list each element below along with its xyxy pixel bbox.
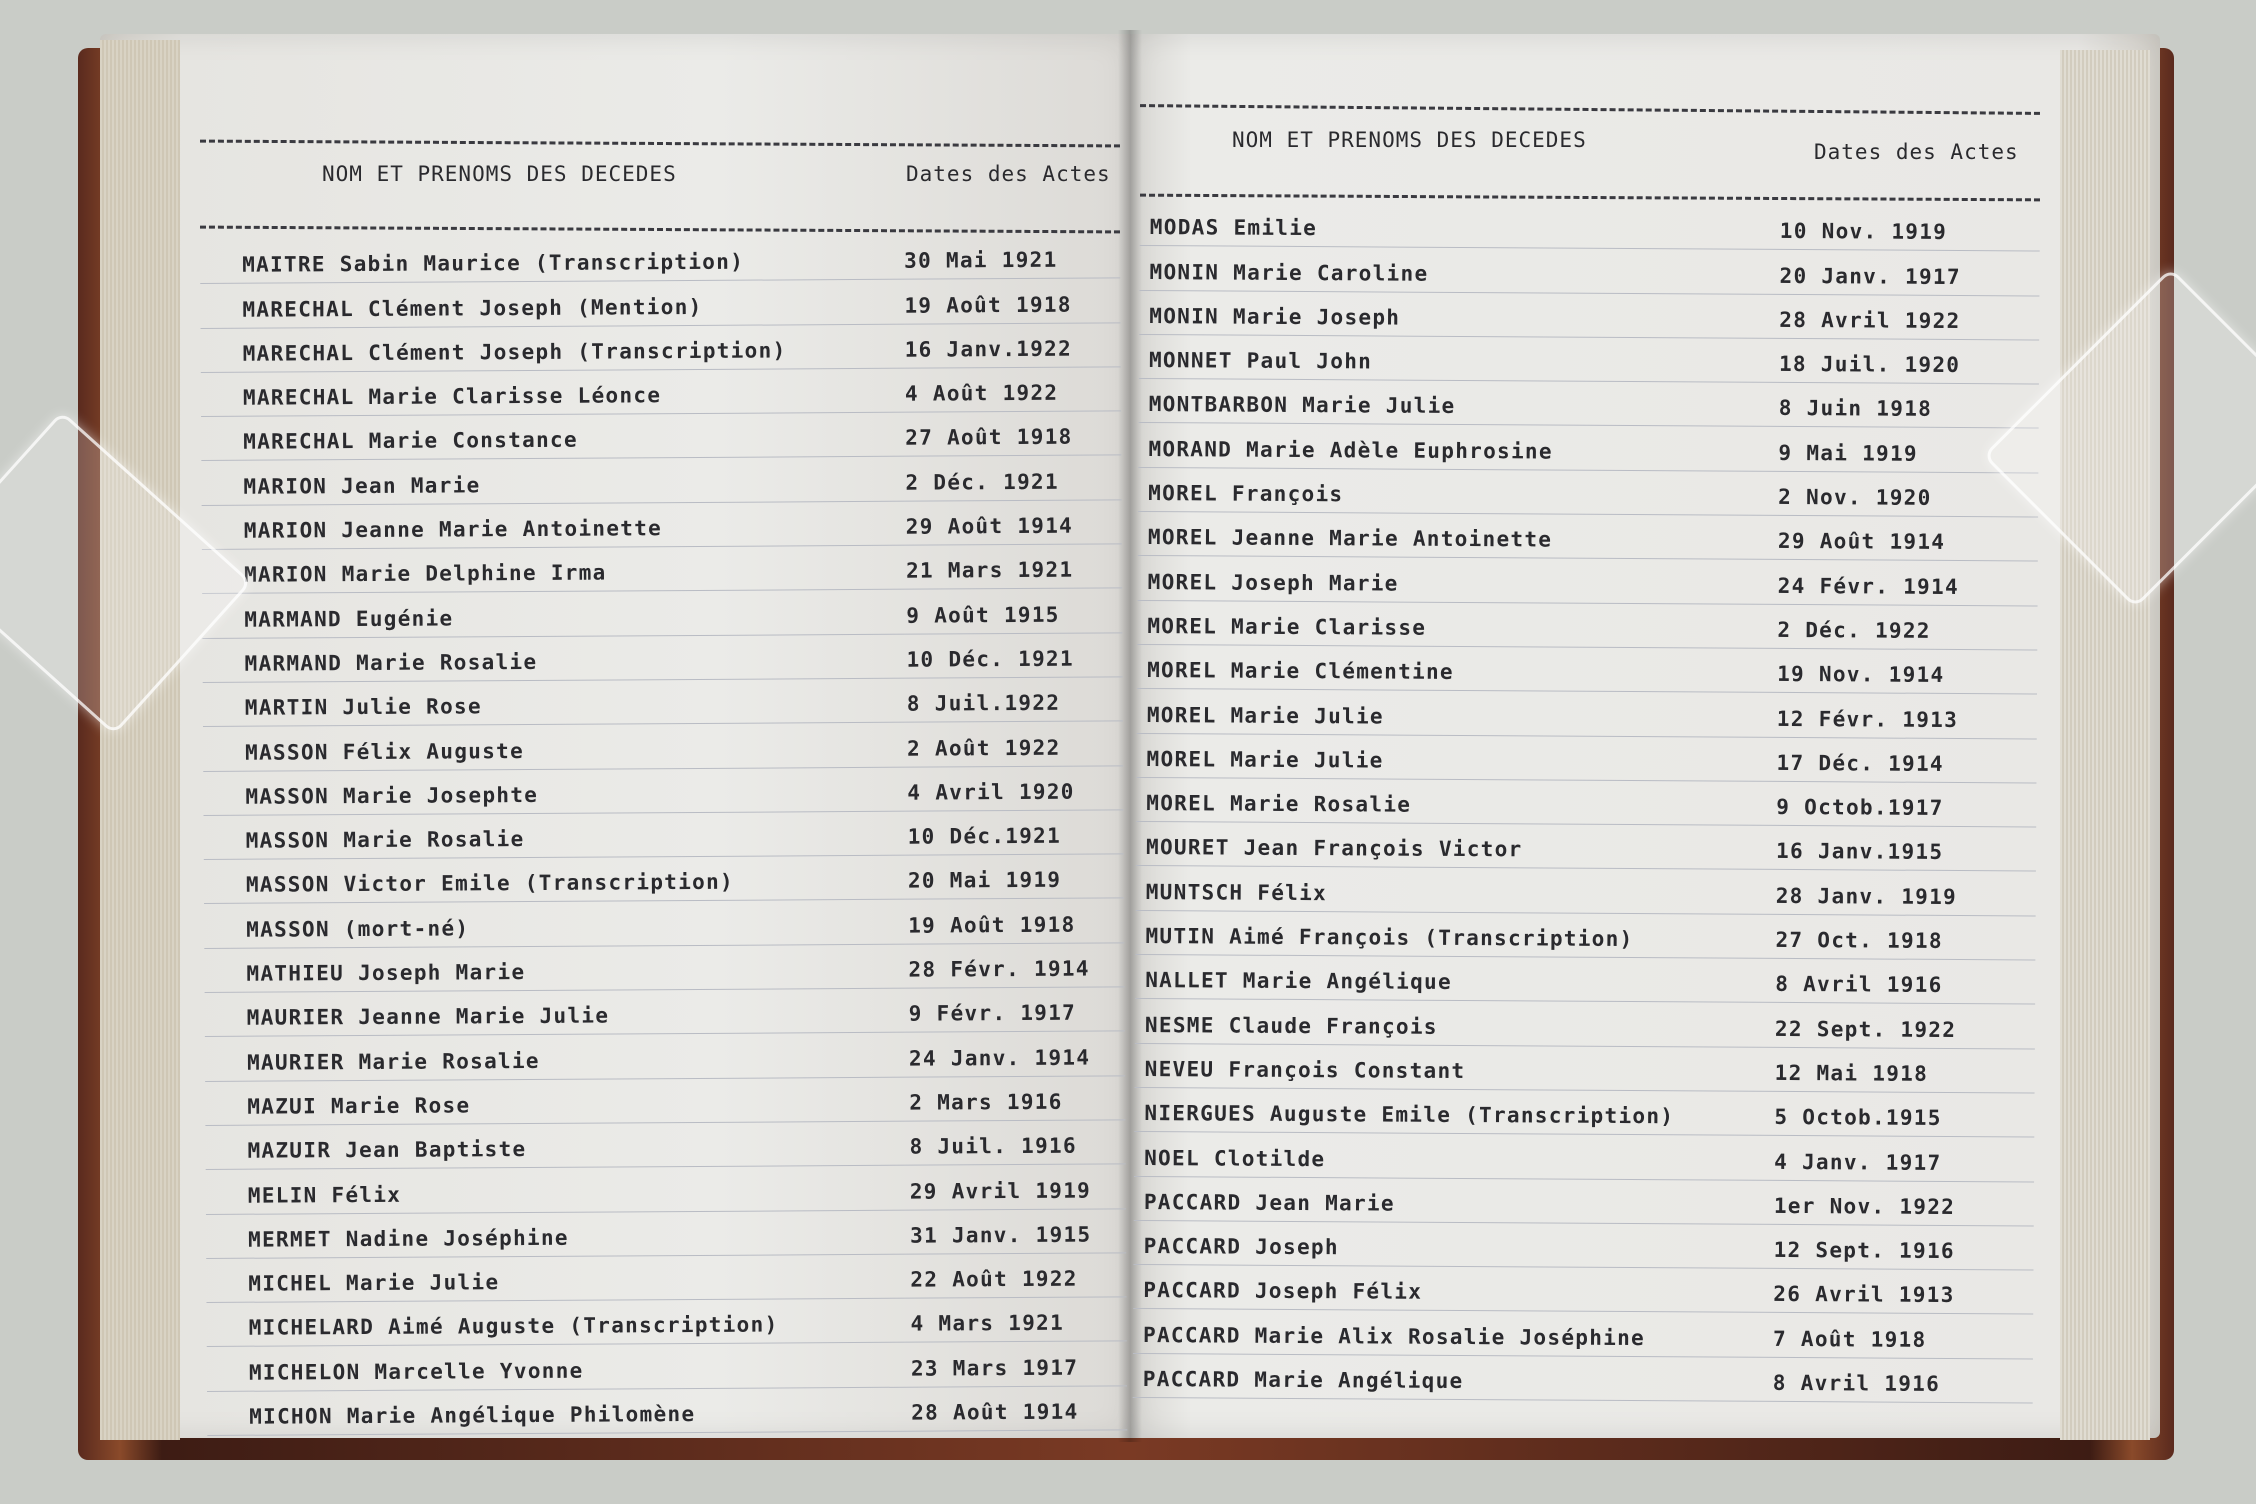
deceased-name: NEVEU François Constant [1144,1056,1466,1083]
table-row [201,367,1121,417]
act-date: 9 Févr. 1917 [908,1001,1077,1027]
act-date: 4 Avril 1920 [907,779,1075,805]
act-date: 29 Août 1914 [905,513,1074,539]
deceased-name: MOREL Marie Julie [1146,746,1384,773]
table-row [1137,689,2037,739]
deceased-name: MODAS Emilie [1149,215,1318,241]
table-row [206,1165,1126,1215]
header-top-rule [1140,104,2040,115]
deceased-name: MAZUIR Jean Baptiste [247,1137,527,1163]
act-date: 12 Févr. 1913 [1776,706,1959,732]
act-date: 22 Sept. 1922 [1774,1016,1957,1042]
act-date: 7 Août 1918 [1772,1326,1927,1352]
act-date: 10 Déc.1921 [907,823,1062,849]
act-date: 2 Nov. 1920 [1778,484,1932,510]
act-date: 1er Nov. 1922 [1773,1193,1956,1219]
table-row [1138,512,2038,562]
act-date: 16 Janv.1915 [1775,839,1944,865]
table-row [203,722,1123,772]
deceased-name: MONTBARBON Marie Julie [1148,392,1456,419]
act-date: 19 Août 1918 [904,292,1072,318]
act-date: 19 Août 1918 [908,912,1076,938]
deceased-name: PACCARD Joseph [1143,1234,1339,1260]
deceased-name: MATHIEU Joseph Marie [246,960,526,986]
table-row [1136,866,2036,916]
table-row [1136,778,2036,828]
deceased-name: PACCARD Joseph Félix [1143,1278,1423,1305]
deceased-name: MOREL Marie Julie [1146,702,1384,729]
table-row [207,1342,1127,1392]
table-row [206,1297,1126,1347]
deceased-name: MAURIER Jeanne Marie Julie [246,1003,610,1031]
table-row [1136,734,2036,784]
act-date: 4 Mars 1921 [910,1311,1065,1337]
deceased-name: MUNTSCH Félix [1145,879,1328,905]
deceased-name: NIERGUES Auguste Emile (Transcription) [1144,1101,1675,1129]
table-row [205,987,1125,1037]
deceased-name: NALLET Marie Angélique [1145,968,1453,995]
header-top-rule [200,140,1120,148]
deceased-name: NOEL Clotilde [1144,1145,1326,1171]
table-row [201,412,1121,462]
act-date: 29 Avril 1919 [909,1178,1092,1204]
date-column-heading: Dates des Actes [1814,140,2019,164]
deceased-name: PACCARD Jean Marie [1143,1189,1395,1216]
deceased-name: PACCARD Marie Alix Rosalie Joséphine [1143,1322,1646,1350]
deceased-name: PACCARD Marie Angélique [1142,1367,1464,1394]
table-row [1134,1132,2034,1182]
act-date: 19 Nov. 1914 [1777,662,1945,688]
table-row [204,899,1124,949]
table-row [1134,1177,2034,1227]
act-date: 27 Oct. 1918 [1775,927,1943,953]
act-date: 5 Octob.1915 [1774,1105,1942,1131]
deceased-name: MAITRE Sabin Maurice (Transcription) [242,249,745,278]
right-register [1140,0,2040,1504]
deceased-name: MARTIN Julie Rose [244,694,482,721]
act-date: 8 Avril 1916 [1775,972,1943,998]
deceased-name: MARECHAL Marie Clarisse Léonce [242,383,662,410]
act-date: 31 Janv. 1915 [910,1222,1092,1248]
deceased-name: NESME Claude François [1144,1012,1438,1039]
act-date: 9 Octob.1917 [1776,795,1944,821]
left-page-edges [100,40,180,1440]
deceased-name: MUTIN Aimé François (Transcription) [1145,924,1634,952]
deceased-name: MARECHAL Clément Joseph (Transcription) [242,338,787,366]
act-date: 4 Janv. 1917 [1774,1149,1942,1175]
deceased-name: MICHELON Marcelle Yvonne [248,1358,584,1385]
deceased-name: MASSON Marie Josephte [245,782,539,809]
act-date: 9 Mai 1919 [1778,440,1918,466]
act-date: 20 Janv. 1917 [1779,263,1961,289]
deceased-name: MOREL Joseph Marie [1147,569,1399,596]
act-date: 8 Juil. 1916 [909,1133,1077,1159]
table-row [200,234,1120,284]
table-row [1135,955,2035,1005]
act-date: 12 Mai 1918 [1774,1060,1929,1086]
name-column-heading: NOM ET PRENOMS DES DECEDES [1232,128,1587,152]
act-date: 22 Août 1922 [910,1266,1078,1292]
act-date: 16 Janv.1922 [904,336,1073,362]
act-date: 28 Févr. 1914 [908,956,1090,982]
deceased-name: MICHON Marie Angélique Philomène [249,1402,696,1429]
table-row [202,589,1122,639]
deceased-name: MOREL Marie Rosalie [1146,791,1412,817]
table-row [1136,822,2036,872]
table-row [206,1253,1126,1303]
deceased-name: MOREL Marie Clémentine [1147,658,1454,685]
deceased-name: MONIN Marie Caroline [1149,259,1429,286]
act-date: 2 Déc. 1922 [1777,617,1931,643]
act-date: 23 Mars 1917 [910,1355,1079,1381]
deceased-name: MERMET Nadine Joséphine [248,1225,569,1252]
act-date: 30 Mai 1921 [904,248,1058,273]
deceased-name: MOREL Marie Clarisse [1147,614,1427,640]
table-row [1139,379,2039,429]
act-date: 10 Déc. 1921 [906,646,1074,672]
table-row [1137,645,2037,695]
act-date: 24 Janv. 1914 [908,1045,1091,1071]
deceased-name: MORAND Marie Adèle Euphrosine [1148,436,1553,464]
table-row [201,456,1121,506]
table-row [203,677,1123,727]
deceased-name: MASSON Marie Rosalie [245,827,525,853]
table-row [1133,1309,2033,1359]
table-row [205,1076,1125,1126]
act-date: 17 Déc. 1914 [1776,750,1944,776]
act-date: 18 Juil. 1920 [1778,352,1961,378]
table-row [204,855,1124,905]
left-entries [200,234,1127,1436]
act-date: 8 Avril 1916 [1772,1370,1941,1396]
act-date: 12 Sept. 1916 [1773,1238,1955,1264]
act-date: 21 Mars 1921 [905,558,1074,584]
deceased-name: MARMAND Marie Rosalie [244,649,538,676]
table-row [203,766,1123,816]
act-date: 29 Août 1914 [1777,529,1946,555]
table-row [202,633,1122,683]
table-row [1134,1221,2034,1271]
table-row [205,1120,1125,1170]
table-row [1133,1265,2033,1315]
act-date: 24 Févr. 1914 [1777,573,1960,599]
table-row [204,810,1124,860]
act-date: 4 Août 1922 [904,380,1059,406]
deceased-name: MELIN Félix [247,1182,402,1208]
act-date: 8 Juin 1918 [1778,396,1933,422]
right-page-edges [2060,50,2150,1440]
right-entries [1133,202,2040,1403]
deceased-name: MOREL François [1148,481,1344,507]
table-row [202,544,1122,594]
deceased-name: MASSON Victor Emile (Transcription) [245,870,735,898]
table-row [206,1209,1126,1259]
table-row [1140,202,2040,252]
deceased-name: MARECHAL Marie Constance [243,428,578,455]
table-row [1138,556,2038,606]
table-row [204,943,1124,993]
act-date: 20 Mai 1919 [907,868,1062,894]
name-column-heading: NOM ET PRENOMS DES DECEDES [322,162,677,186]
deceased-name: MICHEL Marie Julie [248,1270,500,1296]
act-date: 26 Avril 1913 [1773,1282,1955,1308]
table-row [1134,1088,2034,1138]
table-row [1135,1044,2035,1094]
deceased-name: MARECHAL Clément Joseph (Mention) [242,294,703,322]
left-register [200,0,1120,1504]
table-row [1139,335,2039,385]
deceased-name: MAURIER Marie Rosalie [246,1048,540,1075]
act-date: 9 Août 1915 [906,602,1060,628]
header-bottom-rule [200,226,1120,234]
table-row [1138,468,2038,518]
act-date: 10 Nov. 1919 [1779,219,1948,245]
table-row [1139,291,2039,341]
deceased-name: MONIN Marie Joseph [1149,303,1401,330]
table-row [1135,911,2035,961]
table-row [200,279,1120,329]
act-date: 2 Mars 1916 [909,1089,1063,1115]
table-row [207,1386,1127,1436]
act-date: 28 Janv. 1919 [1775,883,1958,909]
act-date: 28 Août 1914 [911,1399,1079,1425]
act-date: 28 Avril 1922 [1779,307,1961,333]
deceased-name: MAZUI Marie Rose [247,1093,471,1119]
table-row [205,1032,1125,1082]
deceased-name: MOREL Jeanne Marie Antoinette [1147,525,1553,552]
deceased-name: MOURET Jean François Victor [1145,835,1523,862]
deceased-name: MASSON (mort-né) [246,916,470,942]
deceased-name: MARION Jeanne Marie Antoinette [243,516,663,543]
table-row [1138,423,2038,473]
date-column-heading: Dates des Actes [906,162,1111,186]
deceased-name: MARION Marie Delphine Irma [243,560,607,588]
deceased-name: MASSON Félix Auguste [245,738,525,765]
table-row [1133,1354,2033,1404]
table-row [1139,246,2039,296]
deceased-name: MARION Jean Marie [243,473,481,499]
deceased-name: MARMAND Eugénie [244,606,454,632]
table-row [201,323,1121,373]
act-date: 2 Août 1922 [907,735,1061,761]
table-row [1137,601,2037,651]
header-bottom-rule [1140,194,2040,202]
act-date: 2 Déc. 1921 [905,469,1059,495]
deceased-name: MONNET Paul John [1148,348,1373,374]
act-date: 27 Août 1918 [905,425,1073,451]
table-row [202,500,1122,550]
deceased-name: MICHELARD Aimé Auguste (Transcription) [248,1312,779,1341]
act-date: 8 Juil.1922 [906,691,1061,716]
table-row [1135,999,2035,1049]
